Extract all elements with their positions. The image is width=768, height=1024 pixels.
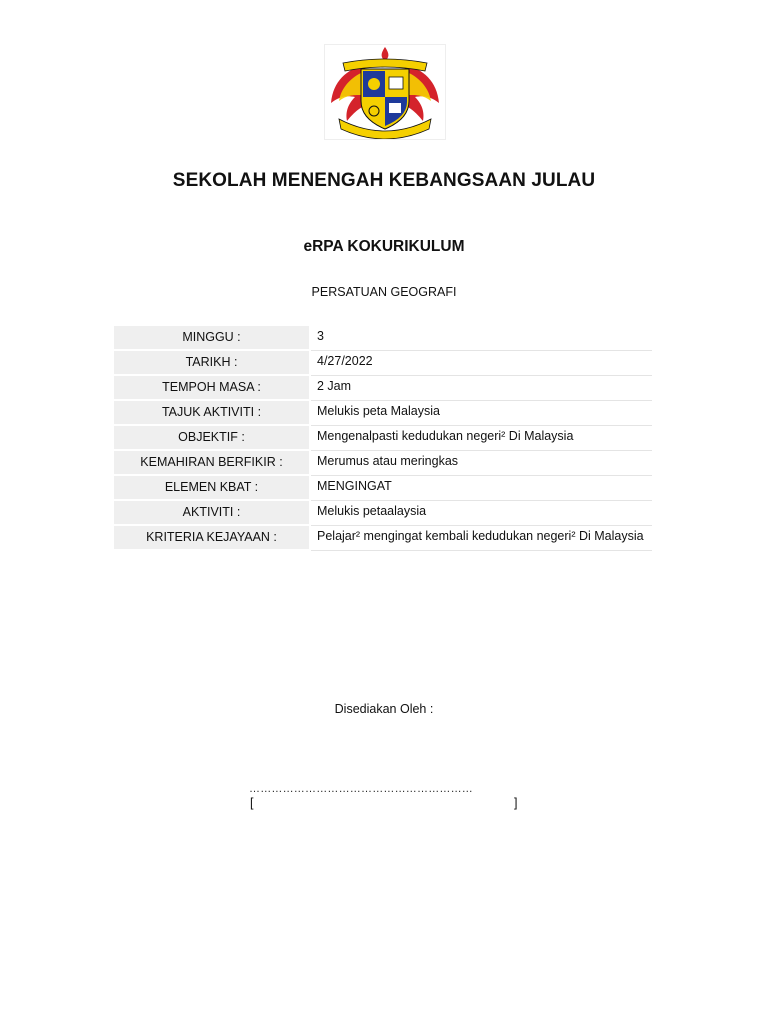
row-value: 3 (311, 326, 652, 351)
table-row (114, 351, 652, 376)
name-bracket-open: [ (250, 796, 254, 810)
document-title: eRPA KOKURIKULUM (303, 238, 465, 255)
school-logo (324, 44, 446, 140)
row-label: TEMPOH MASA : (114, 376, 311, 401)
row-label: AKTIVITI : (114, 501, 311, 526)
table-row (114, 326, 652, 351)
row-value: Melukis peta Malaysia (311, 401, 652, 426)
table-row (114, 376, 652, 401)
activity-details-table (114, 326, 652, 551)
row-value: 2 Jam (311, 376, 652, 401)
row-label: KEMAHIRAN BERFIKIR : (114, 451, 311, 476)
table-row (114, 476, 652, 501)
table-row (114, 501, 652, 526)
row-label: ELEMEN KBAT : (114, 476, 311, 501)
row-value: Pelajar² mengingat kembali kedudukan negeri² Di Malaysia (311, 526, 652, 551)
row-label: OBJEKTIF : (114, 426, 311, 451)
row-label: MINGGU : (114, 326, 311, 351)
row-label: KRITERIA KEJAYAAN : (114, 526, 311, 551)
school-crest-icon (325, 45, 445, 139)
table-row (114, 426, 652, 451)
prepared-by-label: Disediakan Oleh : (334, 702, 434, 716)
row-value: 4/27/2022 (311, 351, 652, 376)
table-row (114, 526, 652, 551)
row-value: Merumus atau meringkas (311, 451, 652, 476)
table-row (114, 401, 652, 426)
row-value: Melukis petaalaysia (311, 501, 652, 526)
name-bracket-close: ] (514, 796, 518, 810)
row-label: TARIKH : (114, 351, 311, 376)
table-row (114, 451, 652, 476)
row-value: Mengenalpasti kedudukan negeri² Di Malaysia (311, 426, 652, 451)
row-value: MENGINGAT (311, 476, 652, 501)
signature-line: …………………………………………………… (249, 783, 473, 795)
school-name: SEKOLAH MENENGAH KEBANGSAAN JULAU (172, 170, 596, 191)
club-name: PERSATUAN GEOGRAFI (311, 285, 457, 299)
row-label: TAJUK AKTIVITI : (114, 401, 311, 426)
